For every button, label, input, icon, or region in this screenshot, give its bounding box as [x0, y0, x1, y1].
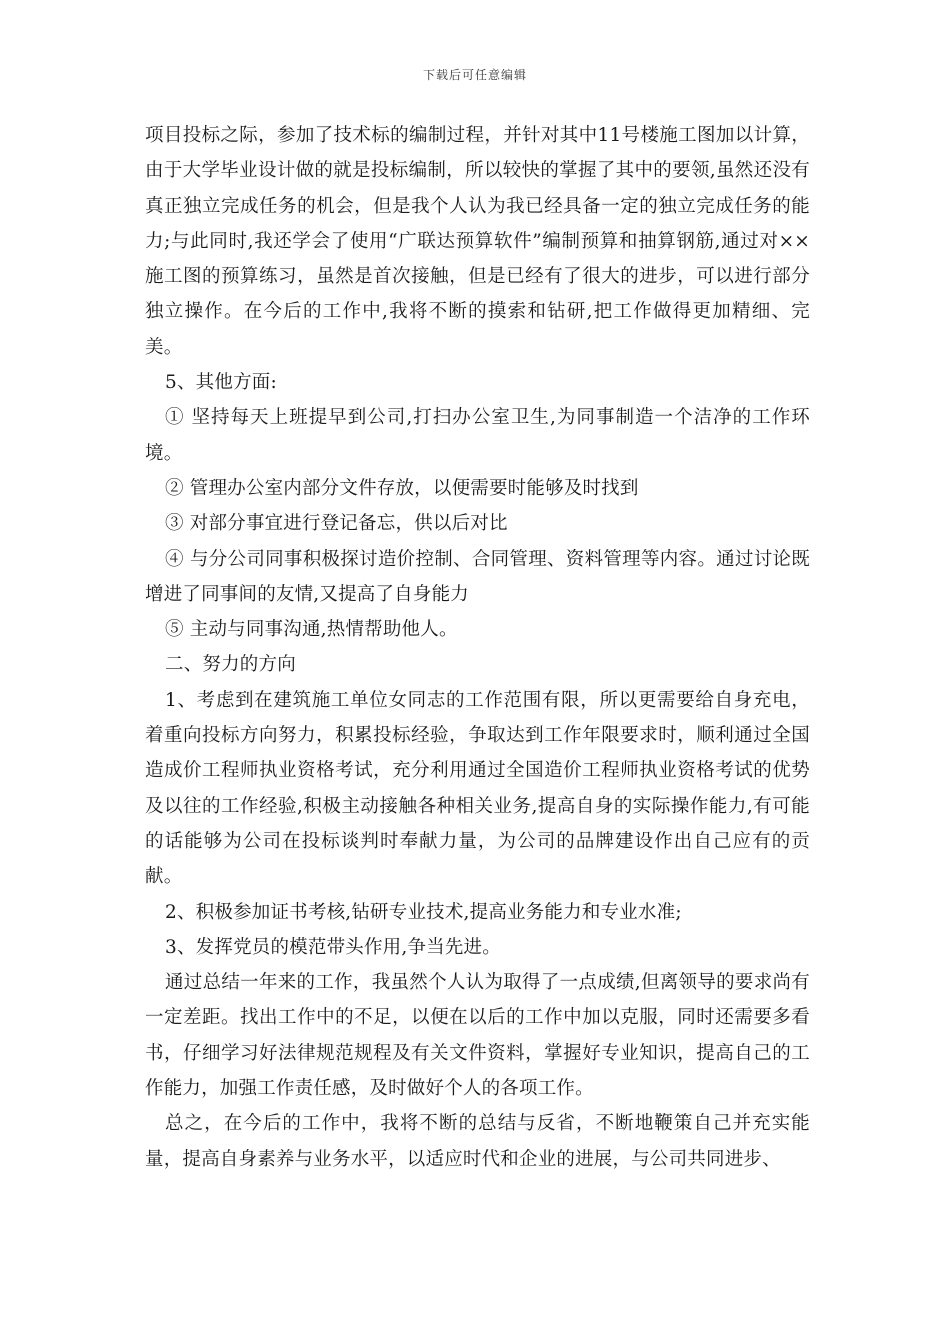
- section-heading-direction: 二、努力的方向: [165, 654, 296, 676]
- section-heading-other-aspects: 5、其他方面:: [165, 372, 277, 394]
- download-note: 下载后可任意编辑: [422, 68, 527, 82]
- document-body: [145, 118, 810, 1177]
- paragraph-project-bidding: 项目投标之际，参加了技术标的编制过程，并针对其中11号楼施工图加以计算，由于大学毕业设计做的就是投标编制，所以较快的掌握了其中的要领,虽然还没有真正独立完成任务的机会，但是我个人认为我已经具备一定的独立完成任务的能力;与此同时,我还学会了使用“广联达预算软件”编制预算和抽算钢筋,通过对××施工图的预算练习，虽然是首次接触，但是已经有了很大的进步，可以进行部分独立操作。在今后的工作中,我将不断的摸索和钻研,把工作做得更加精细、完美。: [145, 125, 810, 358]
- list-item-3: ③ 对部分事宜进行登记备忘，供以后对比: [165, 513, 508, 535]
- paragraph-conclusion: 总之，在今后的工作中，我将不断的总结与反省，不断地鞭策自己并充实能量，提高自身素养与业务水平，以适应时代和企业的进展，与公司共同进步、: [145, 1113, 810, 1170]
- list-item-5: ⑤ 主动与同事沟通,热情帮助他人。: [165, 619, 458, 641]
- list-item-1: ① 坚持每天上班提早到公司,打扫办公室卫生,为同事制造一个洁净的工作环境。: [145, 407, 810, 464]
- paragraph-direction-2: 2、积极参加证书考核,钻研专业技术,提高业务能力和专业水准;: [165, 901, 682, 923]
- list-item-2: ② 管理办公室内部分文件存放，以便需要时能够及时找到: [165, 477, 639, 499]
- list-item-4: ④ 与分公司同事积极探讨造价控制、合同管理、资料管理等内容。通过讨论既增进了同事间的友情,又提高了自身能力: [145, 548, 810, 605]
- paragraph-direction-1: 1、考虑到在建筑施工单位女同志的工作范围有限，所以更需要给自身充电，着重向投标方向努力，积累投标经验，争取达到工作年限要求时，顺利通过全国造成价工程师执业资格考试，充分利用通过全国造价工程师执业资格考试的优势及以往的工作经验,积极主动接触各种相关业务,提高自身的实际操作能力,有可能的话能够为公司在投标谈判时奉献力量，为公司的品牌建设作出自己应有的贡献。: [145, 689, 810, 888]
- paragraph-summary: 通过总结一年来的工作，我虽然个人认为取得了一点成绩,但离领导的要求尚有一定差距。找出工作中的不足，以便在以后的工作中加以克服，同时还需要多看书，仔细学习好法律规范规程及有关文件资料，掌握好专业知识，提高自己的工作能力，加强工作责任感，及时做好个人的各项工作。: [145, 972, 810, 1100]
- paragraph-direction-3: 3、发挥党员的模范带头作用,争当先进。: [165, 936, 501, 958]
